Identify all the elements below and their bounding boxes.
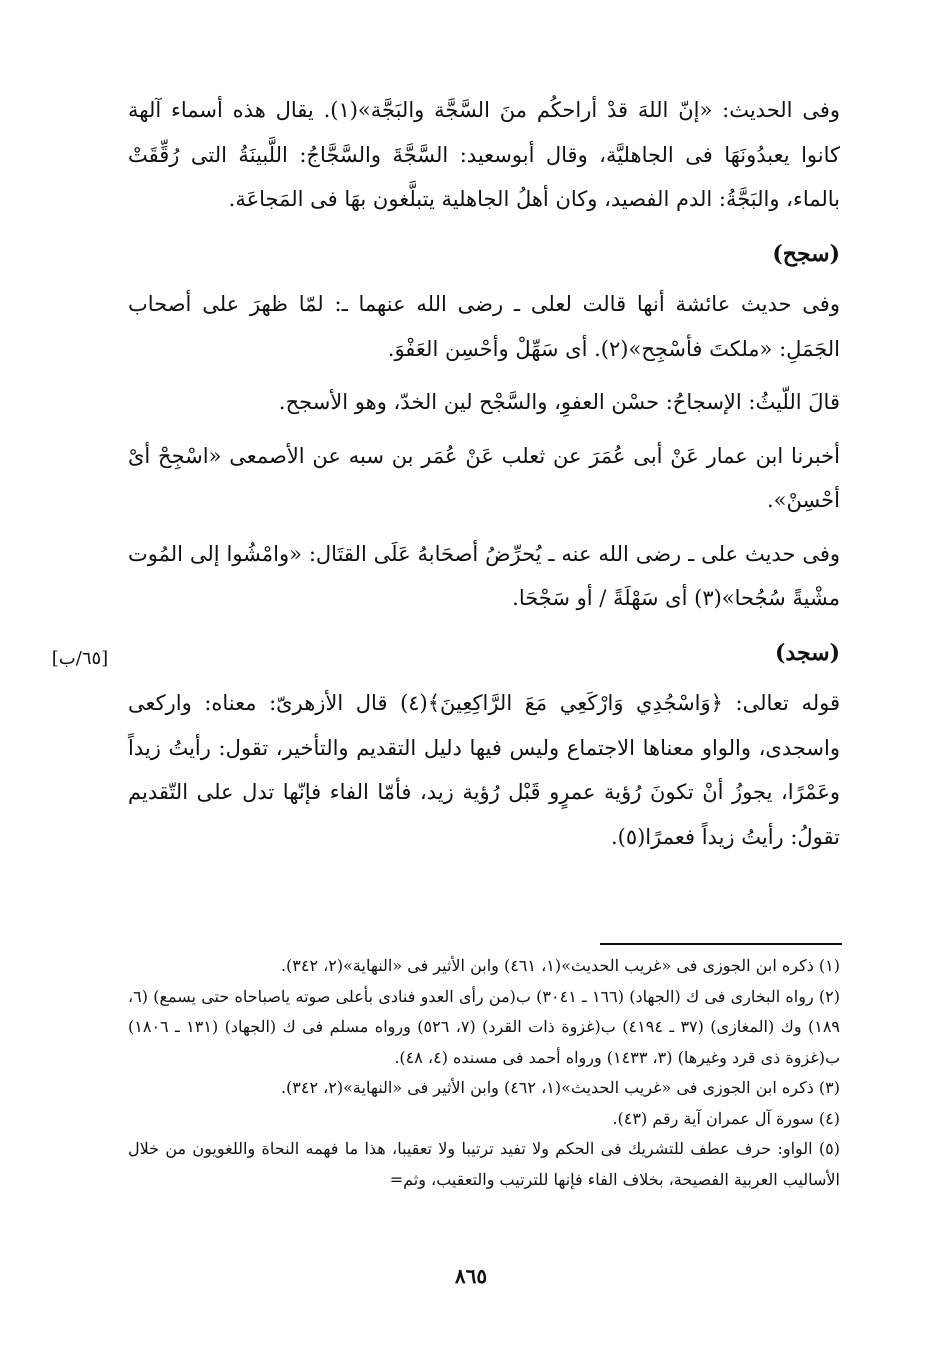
paragraph-ali-hadith: وفى حديث على ـ رضى الله عنه ـ يُحرِّضُ أصحَابهُ عَلَى القتَال: «وامْشُوا إلى المُوت مشْيةً سُجُحا»(٣) أى سَهْلَةً / أو سَجْحَا. bbox=[128, 541, 840, 610]
margin-folio-note: [٦٥/ب] bbox=[51, 648, 109, 669]
footnote-1: (١) ذكره ابن الجوزى فى «غريب الحديث»(١، ٤٦١) وابن الأثير فى «النهاية»(٢، ٣٤٢). bbox=[280, 956, 840, 975]
entry-heading-sajah: (سجح) bbox=[772, 240, 840, 267]
paragraph-layth: قالَ اللّيثُ: الإسجاحُ: حسْن العفوِ، والسَّجْح لين الخدّ، وهو الأسجح. bbox=[278, 390, 840, 414]
entry-heading-sajad: (سجد) bbox=[774, 639, 840, 666]
page-number: ٨٦٥ bbox=[454, 1264, 488, 1288]
footnote-5: (٥) الواو: حرف عطف للتشريك فى الحكم ولا تفيد ترتيبا ولا تعقيبا، هذا ما فهمه النحاة واللغويون من خلال الأساليب العربية الفصيحة، بخلاف الفاء فإنها للترتيب والتعقيب، وثم= bbox=[128, 1139, 840, 1189]
paragraph-quran-verse: قوله تعالى: ﴿وَاسْجُدِي وَارْكَعِي مَعَ الرَّاكِعِينَ﴾(٤) قال الأزهرىّ: معناه: واركعى واسجدى، والواو معناها الاجتماع وليس فيها دليل التقديم والتأخير، تقول: رأيتُ زيداً وعَمْرًا، يجوزُ أنْ تكونَ رُؤية عمرٍو قَبْل رُؤية زيد، فأمّا الفاء فإنّها تدل على التّقديم تقولُ: رأيتُ زيداً فعمرًا(٥). bbox=[128, 691, 840, 849]
paragraph-sajja: وفى الحديث: «إنّ اللهَ قدْ أراحكُم منَ السَّجَّة والبَجَّة»(١). يقال هذه أسماء آلهة كانوا يعبدُونَهَا فى الجاهليَّة، وقال أبوسعيد: السَّجَّةَ والسَّجَّاجُ: اللَّبينَةُ التى رُقِّقَتْ بالماء، والبَجَّةُ: الدم الفصيد، وكان أهلُ الجاهلية يتبلَّغون بهَا فى المَجاعَة. bbox=[128, 98, 840, 211]
footnote-separator bbox=[600, 943, 842, 945]
paragraph-ibn-ammar: أخبرنا ابن عمار عَنْ أبى عُمَرَ عن ثعلب عَنْ عُمَر بن سبه عن الأصمعى «اسْجِحْ أىْ أحْسِنْ». bbox=[128, 443, 840, 512]
footnote-3: (٣) ذكره ابن الجوزى فى «غريب الحديث»(١، ٤٦٢) وابن الأثير فى «النهاية»(٢، ٣٤٢). bbox=[280, 1078, 840, 1097]
paragraph-aisha-hadith: وفى حديث عائشة أنها قالت لعلى ـ رضى الله عنهما ـ: لمّا ظهرَ على أصحاب الجَمَلِ: «ملكتَ فأسْجِح»(٢). أى سَهِّلْ وأحْسِن العَفْوَ. bbox=[128, 292, 840, 361]
footnote-2: (٢) رواه البخارى فى ك (الجهاد) (١٦٦ ـ ٣٠٤١) ب(من رأى العدو فنادى بأعلى صوته ياصباحاه حتى يسمع) (٦، ١٨٩) وك (المغازى) (٣٧ ـ ٤١٩٤) ب(غزوة ذات القرد) (٧، ٥٢٦) ورواه مسلم فى ك (الجهاد) (١٣١ ـ ١٨٠٦) ب(غزوة ذى قرد وغيرها) (٣، ١٤٣٣) ورواه أحمد فى مسنده (٤، ٤٨). bbox=[128, 986, 841, 1067]
footnotes bbox=[128, 951, 840, 1195]
footnote-4: (٤) سورة آل عمران آية رقم (٤٣). bbox=[612, 1108, 840, 1128]
main-text bbox=[128, 88, 840, 859]
